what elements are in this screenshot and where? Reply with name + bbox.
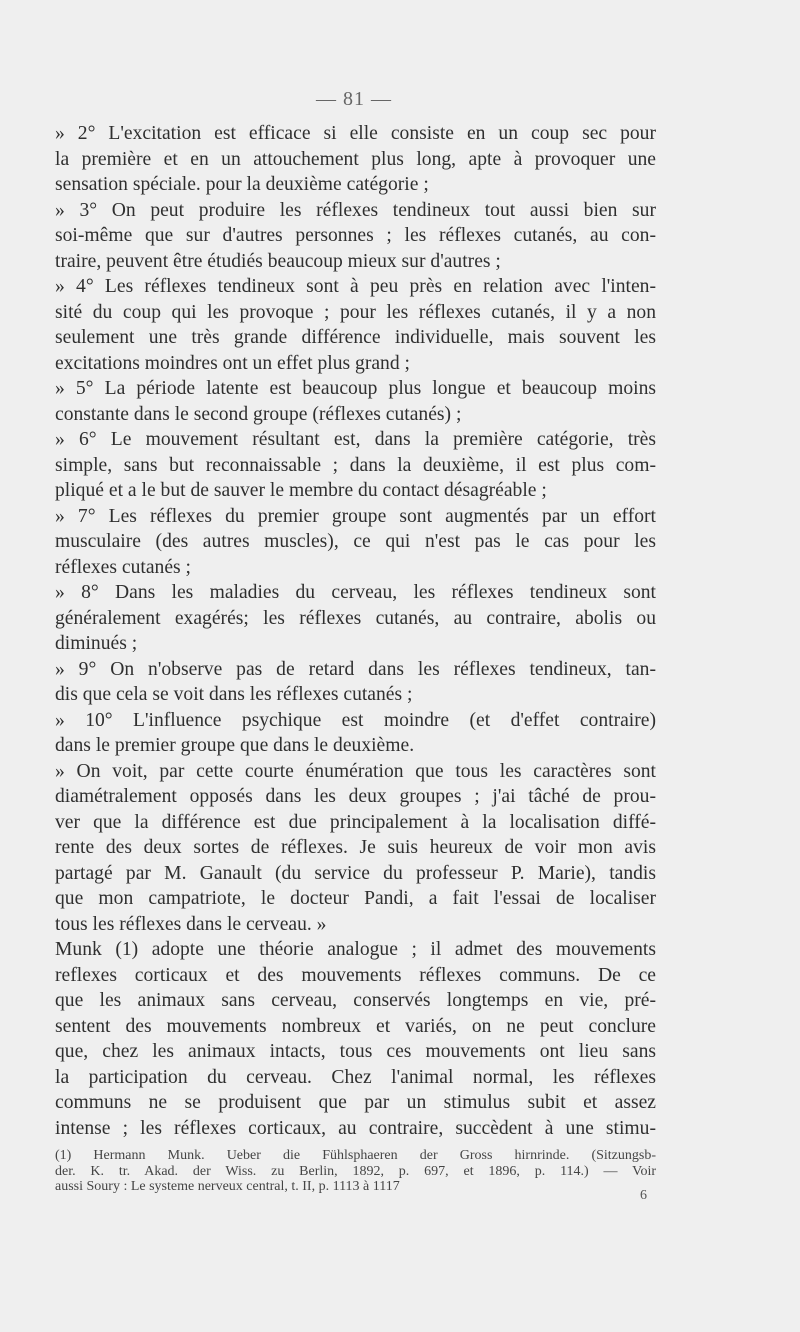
text-line: » 10° L'influence psychique est moindre (et d'effet contraire) (55, 709, 656, 731)
text-line: Munk (1) adopte une théorie analogue ; il admet des mouvements (55, 939, 656, 960)
text-line: seulement une très grande différence individuelle, mais souvent les (55, 327, 656, 348)
text-line: musculaire (des autres muscles), ce qui n'est pas le cas pour les (55, 531, 656, 552)
text-line: la première et en un attouchement plus long, apte à provoquer une (55, 148, 656, 170)
footnote-line: der. K. tr. Akad. der Wiss. zu Berlin, 1892, p. 697, et 1896, p. 114.) — Voir (55, 1163, 656, 1179)
text-line: généralement exagérés; les réflexes cutanés, au contraire, abolis ou (55, 607, 656, 629)
text-line: » 7° Les réflexes du premier groupe sont augmentés par un effort (55, 505, 656, 527)
text-line: » 9° On n'observe pas de retard dans les réflexes tendineux, tan- (55, 658, 656, 680)
text-line: » 8° Dans les maladies du cerveau, les réflexes tendineux sont (55, 582, 656, 603)
text-line: intense ; les réflexes corticaux, au contraire, succèdent à une stimu- (55, 1117, 656, 1139)
text-line: communs ne se produisent que par un stimulus subit et assez (55, 1092, 656, 1113)
text-line: ver que la différence est due principalement à la localisation diffé- (55, 811, 656, 833)
signature-mark: 6 (640, 1188, 647, 1203)
footnote-line: (1) Hermann Munk. Ueber die Fühlsphaeren der Gross hirnrinde. (Sitzungsb- (55, 1148, 656, 1163)
text-line: » 2° L'excitation est efficace si elle consiste en un coup sec pour (55, 123, 656, 144)
text-line: dans le premier groupe que dans le deuxième. (55, 735, 415, 756)
text-line: reflexes corticaux et des mouvements réflexes communs. De ce (55, 964, 656, 986)
text-line: que mon campatriote, le docteur Pandi, a fait l'essai de localiser (55, 888, 656, 909)
text-line: la participation du cerveau. Chez l'animal normal, les réflexes (55, 1066, 656, 1088)
text-line: que les animaux sans cerveau, conservés longtemps en vie, pré- (55, 990, 656, 1011)
text-line: » 5° La période latente est beaucoup plus longue et beaucoup moins (55, 378, 656, 399)
text-line: » On voit, par cette courte énumération que tous les caractères sont (55, 760, 656, 782)
text-line: sensation spéciale. pour la deuxième catégorie ; (55, 174, 429, 195)
body-text (55, 121, 656, 1141)
text-line: que, chez les animaux intacts, tous ces mouvements ont lieu sans (55, 1041, 656, 1062)
footnote-line: aussi Soury : Le systeme nerveux central, t. II, p. 1113 à 1117 (55, 1179, 400, 1194)
text-line: » 4° Les réflexes tendineux sont à peu près en relation avec l'inten- (55, 276, 656, 297)
text-line: soi-même que sur d'autres personnes ; les réflexes cutanés, au con- (55, 225, 656, 246)
text-line: constante dans le second groupe (réflexes cutanés) ; (55, 403, 462, 425)
text-line: rente des deux sortes de réflexes. Je suis heureux de voir mon avis (55, 837, 656, 858)
text-line: sité du coup qui les provoque ; pour les réflexes cutanés, il y a non (55, 301, 656, 323)
page-number: — 81 — (316, 88, 392, 110)
text-line: diminués ; (55, 633, 138, 654)
text-line: dis que cela se voit dans les réflexes cutanés ; (55, 684, 413, 705)
text-line: diamétralement opposés dans les deux groupes ; j'ai tâché de prou- (55, 786, 656, 807)
text-line: réflexes cutanés ; (55, 556, 191, 578)
footnotes (55, 1148, 656, 1195)
text-line: traire, peuvent être étudiés beaucoup mieux sur d'autres ; (55, 250, 501, 272)
text-line: » 6° Le mouvement résultant est, dans la première catégorie, très (55, 429, 656, 450)
text-line: sentent des mouvements nombreux et variés, on ne peut conclure (55, 1015, 656, 1037)
text-line: simple, sans but reconnaissable ; dans la deuxième, il est plus com- (55, 454, 656, 476)
text-line: pliqué et a le but de sauver le membre du contact désagréable ; (55, 480, 547, 501)
text-line: » 3° On peut produire les réflexes tendineux tout aussi bien sur (55, 199, 656, 221)
text-line: excitations moindres ont un effet plus grand ; (55, 352, 410, 374)
text-line: tous les réflexes dans le cerveau. » (55, 913, 327, 935)
text-line: partagé par M. Ganault (du service du professeur P. Marie), tandis (55, 862, 656, 884)
